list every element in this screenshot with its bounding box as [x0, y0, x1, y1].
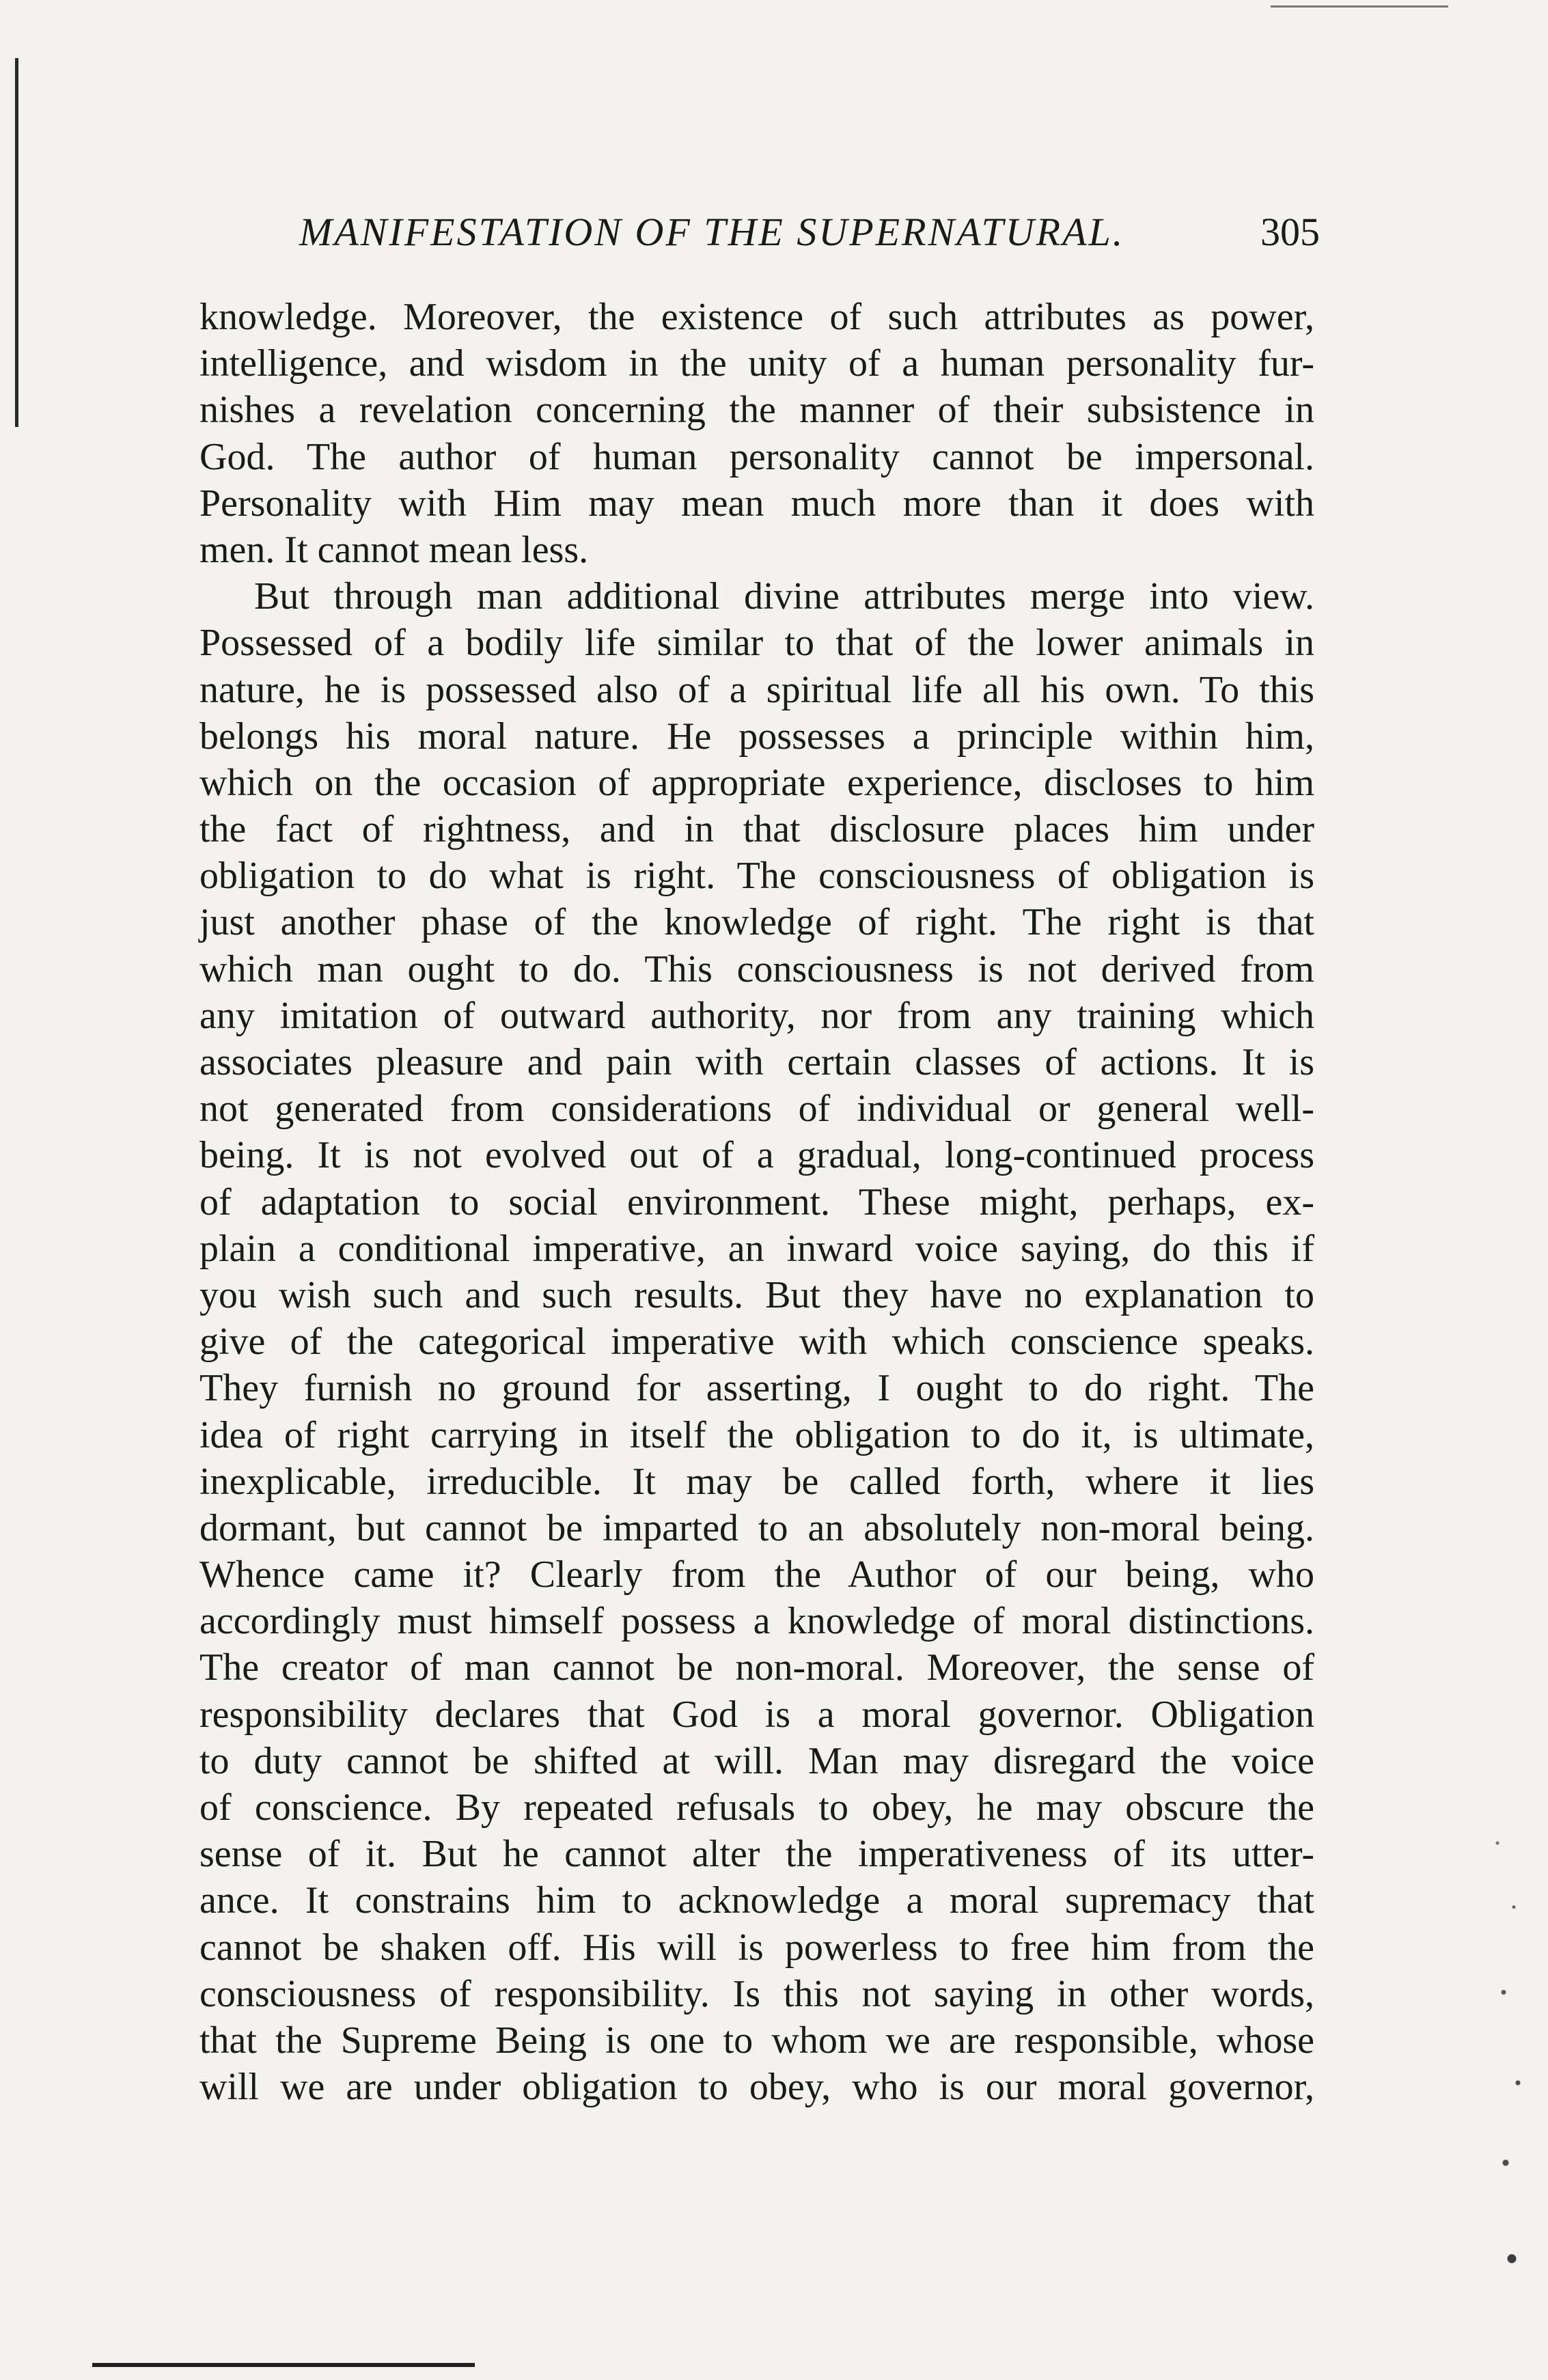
text-line: belongs his moral nature. He possesses a principle within him, — [199, 715, 1314, 758]
running-title: MANIFESTATION OF THE SUPERNATURAL. — [299, 210, 1125, 254]
text-line: intelligence, and wisdom in the unity of a human personality fur- — [199, 342, 1314, 385]
text-line: Personality with Him may mean much more than it does with — [199, 482, 1314, 525]
text-line: inexplicable, irreducible. It may be called forth, where it lies — [199, 1460, 1314, 1503]
text-line: which on the occasion of appropriate experience, discloses to him — [199, 761, 1314, 804]
text-line: obligation to do what is right. The consciousness of obligation is — [199, 855, 1314, 898]
text-line: consciousness of responsibility. Is this not saying in other words, — [199, 1972, 1314, 2015]
text-line: associates pleasure and pain with certain classes of actions. It is — [199, 1041, 1314, 1083]
text-line: the fact of rightness, and in that disclosure places him under — [199, 808, 1314, 851]
text-line: ance. It constrains him to acknowledge a moral supremacy that — [199, 1879, 1314, 1922]
bottom-edge-rule — [92, 2363, 475, 2367]
text-line: you wish such and such results. But they have no explanation to — [199, 1273, 1314, 1316]
text-line: any imitation of outward authority, nor from any training which — [199, 994, 1314, 1037]
text-line: of conscience. By repeated refusals to obey, he may obscure the — [199, 1786, 1314, 1829]
text-line: plain a conditional imperative, an inward voice saying, do this if — [199, 1227, 1314, 1270]
text-line: responsibility declares that God is a moral governor. Obligation — [199, 1693, 1314, 1736]
text-line: to duty cannot be shifted at will. Man may disregard the voice — [199, 1739, 1314, 1782]
text-line: knowledge. Moreover, the existence of such attributes as power, — [199, 296, 1314, 338]
text-line: being. It is not evolved out of a gradual, long-continued process — [199, 1134, 1314, 1177]
text-line: accordingly must himself possess a knowledge of moral distinctions. — [199, 1600, 1314, 1643]
text-line: Possessed of a bodily life similar to that of the lower animals in — [199, 622, 1314, 665]
text-line: Whence came it? Clearly from the Author of our being, who — [199, 1553, 1314, 1596]
text-line: But through man additional divine attributes merge into view. — [254, 575, 1314, 618]
text-line: men. It cannot mean less. — [199, 528, 589, 571]
running-head — [299, 205, 1320, 260]
page-edge-shadow — [15, 58, 18, 427]
text-line: of adaptation to social environment. These might, perhaps, ex- — [199, 1180, 1314, 1223]
text-line: sense of it. But he cannot alter the imperativeness of its utter- — [199, 1833, 1314, 1876]
text-line: which man ought to do. This consciousness is not derived from — [199, 947, 1314, 991]
text-line: cannot be shaken off. His will is powerless to free him from the — [199, 1926, 1314, 1969]
text-line: nishes a revelation concerning the manner of their subsistence in — [199, 389, 1314, 432]
text-line: give of the categorical imperative with which conscience speaks. — [199, 1320, 1314, 1364]
text-line: just another phase of the knowledge of right. The right is that — [199, 901, 1314, 944]
text-line: not generated from considerations of individual or general well- — [199, 1088, 1314, 1131]
text-line: idea of right carrying in itself the obligation to do it, is ultimate, — [199, 1413, 1314, 1456]
text-line: nature, he is possessed also of a spiritual life all his own. To this — [199, 668, 1314, 711]
text-line: God. The author of human personality cannot be impersonal. — [199, 435, 1314, 478]
text-line: The creator of man cannot be non-moral. Moreover, the sense of — [199, 1646, 1314, 1689]
text-line: will we are under obligation to obey, who is our moral governor, — [199, 2066, 1314, 2109]
top-edge-rule — [1271, 5, 1448, 8]
body-text — [199, 294, 1314, 2110]
scan-edge-specks — [1489, 1790, 1530, 2323]
page-number: 305 — [1260, 210, 1320, 254]
text-line: They furnish no ground for asserting, I ought to do right. The — [199, 1367, 1314, 1410]
text-line: dormant, but cannot be imparted to an absolutely non-moral being. — [199, 1506, 1314, 1549]
text-line: that the Supreme Being is one to whom we are responsible, whose — [199, 2019, 1314, 2062]
